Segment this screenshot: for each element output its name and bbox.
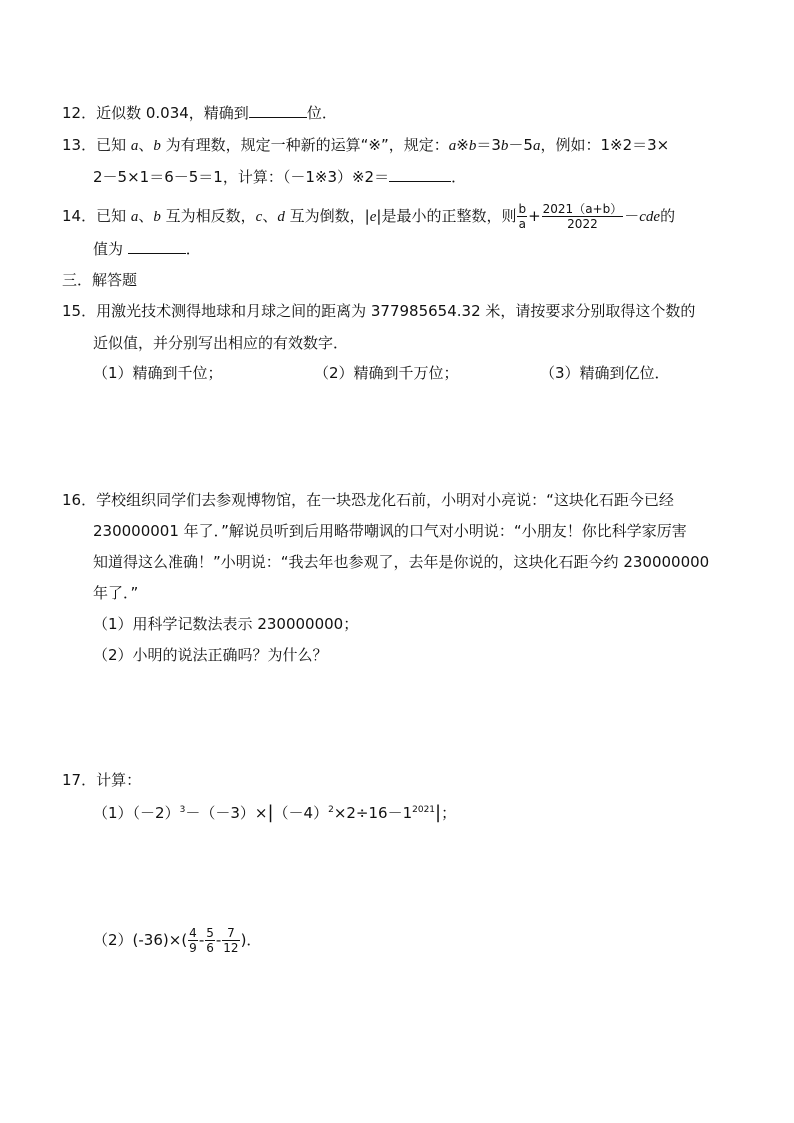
var-b: b: [153, 138, 161, 154]
denominator: 9: [189, 941, 197, 955]
text: 用激光技术测得地球和月球之间的距离为 377985654.32 米，请按要求分别取得这个数的: [96, 302, 696, 320]
question-number: 13．: [62, 136, 97, 154]
question-15-line-1: [62, 301, 695, 321]
numerator: 2021（a+b）: [542, 202, 623, 216]
question-number: 14．: [62, 207, 97, 225]
abs-bar: |: [435, 802, 442, 823]
text: 、: [138, 136, 154, 154]
text: －（－3）×: [185, 804, 268, 822]
exponent: 3: [179, 805, 186, 815]
var-a: a: [130, 138, 139, 154]
fraction-4-9: [188, 926, 198, 955]
text: ，例如：1※2＝3×: [540, 136, 670, 154]
answer-blank[interactable]: [389, 166, 451, 182]
numerator: 5: [206, 926, 214, 940]
part-label: （2）: [93, 931, 133, 949]
question-15-part-1: （1）精确到千位；: [93, 364, 223, 382]
text: －5: [508, 136, 533, 154]
var-a: a: [532, 138, 541, 154]
operator: +: [528, 207, 541, 225]
denominator: a: [518, 217, 526, 231]
text: ×2÷16－1: [333, 804, 413, 822]
abs-bar: |: [376, 207, 382, 225]
operator: －: [624, 207, 640, 225]
question-15-part-3: （3）精确到亿位．: [540, 364, 670, 382]
var-b: b: [500, 138, 509, 154]
fraction-7-12: [222, 926, 239, 955]
text: ．: [185, 240, 201, 258]
operator: ※: [456, 136, 469, 154]
question-12: [62, 102, 337, 123]
text: 为有理数，规定一种新的运算“※”，规定：: [160, 136, 449, 154]
question-14-line-2: [93, 238, 201, 259]
numerator: b: [518, 202, 527, 216]
text: 计算：: [96, 771, 142, 789]
text: )．: [240, 931, 262, 949]
text: 互为相反数，: [160, 207, 256, 225]
fraction-b-over-a: [517, 202, 527, 231]
text: ＝3: [476, 136, 501, 154]
text: 互为倒数，: [284, 207, 365, 225]
question-16-part-2: （2）小明的说法正确吗？为什么？: [93, 646, 328, 664]
denominator: 6: [206, 941, 214, 955]
question-16-line-4: 年了．”: [93, 584, 139, 602]
question-17-part-1: [93, 803, 456, 823]
question-17-title: [62, 770, 141, 790]
text: (-36)×(: [132, 931, 188, 949]
numerator: 7: [222, 926, 239, 941]
var-b: b: [153, 209, 161, 225]
question-13-line-2: [93, 166, 466, 187]
text: （－4）: [273, 804, 329, 822]
part-label: （1）: [93, 804, 133, 822]
text: ；: [441, 804, 457, 822]
abs-bar: |: [364, 207, 370, 225]
exponent: 2021: [412, 805, 436, 815]
question-suffix: 位．: [306, 104, 337, 122]
fraction-5-6: [205, 926, 215, 955]
question-13-line-1: [62, 135, 669, 156]
question-16-part-1: （1）用科学记数法表示 230000000；: [93, 615, 359, 633]
var-cde: cde: [639, 209, 661, 225]
text: 、: [138, 207, 154, 225]
text: ．: [451, 168, 467, 186]
question-15-part-2: （2）精确到千万位；: [314, 364, 459, 382]
question-16-line-3: 知道得这么准确！”小明说：“我去年也参观了，去年是你说的，这块化石距今约 230000000: [93, 553, 710, 571]
question-number: 12．: [62, 104, 97, 122]
denominator: 12: [223, 941, 239, 955]
operator: -: [215, 931, 222, 949]
section-heading: 三．解答题: [62, 271, 138, 289]
var-d: d: [277, 209, 285, 225]
text: 已知: [96, 136, 131, 154]
text: 学校组织同学们去参观博物馆，在一块恐龙化石前，小明对小亮说：“这块化石距今已经: [96, 491, 674, 509]
question-14-line-1: [62, 200, 675, 233]
text: 已知: [96, 207, 131, 225]
var-a: a: [130, 209, 139, 225]
var-a: a: [448, 138, 457, 154]
answer-blank[interactable]: [249, 102, 307, 118]
var-b: b: [468, 138, 477, 154]
question-number: 17．: [62, 771, 97, 789]
question-16-line-1: [62, 490, 674, 510]
question-17-part-2: [93, 924, 261, 956]
exponent: 2: [328, 805, 334, 815]
fraction-2021: [542, 202, 624, 231]
question-15-line-2: 近似值，并分别写出相应的有效数字．: [93, 334, 349, 352]
text: 值为: [93, 240, 128, 258]
question-number: 15．: [62, 302, 97, 320]
text: 2－5×1＝6－5＝1，计算：（－1※3）※2＝: [93, 168, 390, 186]
var-e: e: [369, 209, 377, 225]
text: 、: [262, 207, 278, 225]
var-c: c: [255, 209, 263, 225]
answer-blank[interactable]: [128, 238, 186, 254]
text: 是最小的正整数，则: [381, 207, 517, 225]
question-number: 16．: [62, 491, 97, 509]
question-16-line-2: 230000001 年了．”解说员听到后用略带嘲讽的口气对小明说：“小朋友！你比科学家厉害: [93, 522, 687, 540]
numerator: 4: [189, 926, 197, 940]
text: （－2）: [132, 804, 180, 822]
question-text: 近似数 0.034，精确到: [96, 104, 249, 122]
denominator: 2022: [567, 217, 598, 231]
operator: -: [198, 931, 205, 949]
abs-bar: |: [267, 802, 274, 823]
text: 的: [660, 207, 676, 225]
